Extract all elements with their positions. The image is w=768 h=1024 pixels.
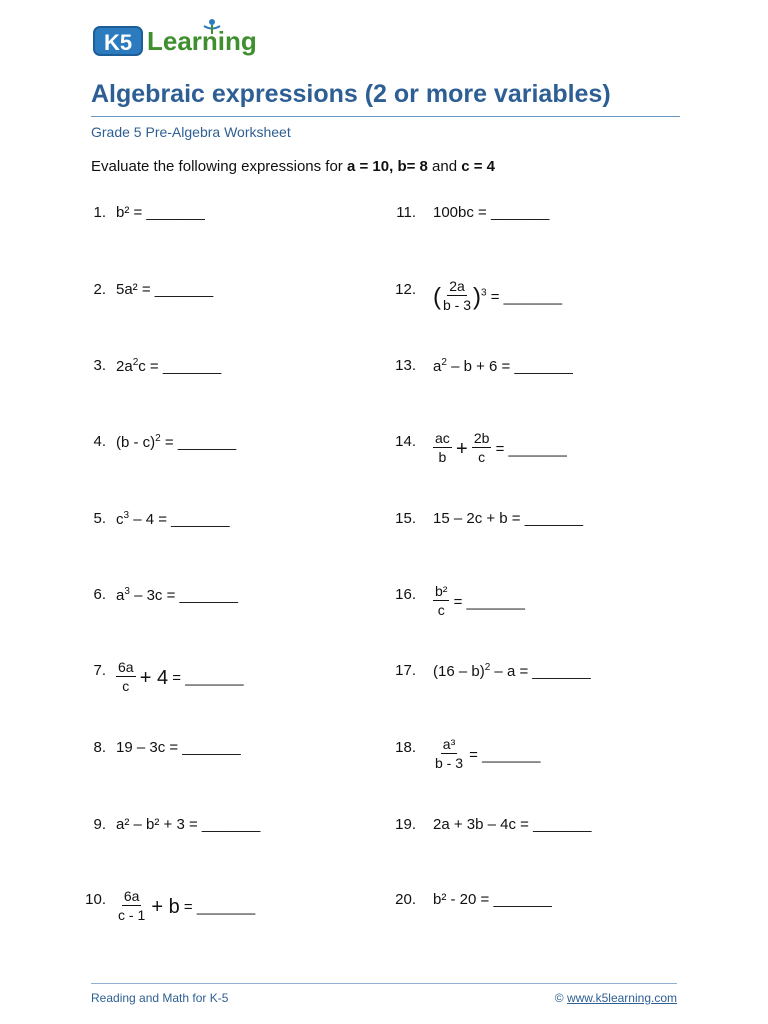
problem-expression: 5a² = _______ <box>116 281 214 298</box>
expr-part: – a = _______ <box>490 663 591 680</box>
problem-expression <box>433 357 573 375</box>
fraction-numerator: ac <box>435 430 450 446</box>
expr-exponent: 2 <box>441 357 447 368</box>
logo-figure-icon <box>201 16 223 38</box>
fraction <box>441 277 473 314</box>
fraction-denominator: c <box>437 602 445 618</box>
problem-expression: b² = _______ <box>116 204 205 221</box>
fraction-denominator: b - 3 <box>435 755 464 771</box>
expr-exponent: 3 <box>481 287 487 299</box>
footer-divider <box>91 983 677 984</box>
problem-expression <box>433 662 591 680</box>
expr-part: a <box>433 358 442 375</box>
problem-number: 12. <box>395 281 416 298</box>
fraction-denominator: b <box>438 449 447 465</box>
expr-exponent: 2 <box>484 662 491 673</box>
instructions <box>91 158 495 175</box>
worksheet-title: Algebraic expressions (2 or more variables) <box>91 80 611 108</box>
problem-expression: b² - 20 = _______ <box>433 891 552 908</box>
fraction-denominator: c <box>122 678 130 694</box>
expr-operator: + <box>455 438 468 460</box>
footer-tagline: Reading and Math for K-5 <box>91 991 229 1005</box>
problem-expression <box>433 430 567 466</box>
fraction-numerator: 2a <box>449 278 465 294</box>
expr-part: – 4 = _______ <box>129 511 230 528</box>
worksheet-subtitle: Grade 5 Pre-Algebra Worksheet <box>91 124 291 140</box>
problem-number: 7. <box>93 662 106 679</box>
instructions-lead: Evaluate the following expressions for <box>91 158 347 175</box>
expr-part: + 4 <box>139 667 169 689</box>
instructions-joiner: and <box>427 158 462 175</box>
problem-number: 18. <box>395 739 416 756</box>
expr-part: = _______ <box>160 434 237 451</box>
paren-right: ) <box>473 283 482 311</box>
problem-number: 8. <box>93 739 106 756</box>
problem-expression: 2a + 3b – 4c = _______ <box>433 816 592 833</box>
problem-expression <box>116 357 221 375</box>
fraction-numerator: b² <box>435 583 448 599</box>
expr-exponent: 3 <box>123 510 130 521</box>
answer-blank: = _______ <box>449 593 525 611</box>
expr-part: (16 – b) <box>433 663 485 680</box>
problem-expression: a² – b² + 3 = _______ <box>116 816 261 833</box>
problem-expression <box>433 736 541 772</box>
answer-blank: = _______ <box>179 898 256 916</box>
expr-part: c = _______ <box>138 358 222 375</box>
problem-number: 10. <box>85 891 106 908</box>
problem-expression: 100bc = _______ <box>433 204 550 221</box>
problem-expression <box>433 278 563 314</box>
expr-part: + b <box>151 896 180 918</box>
problem-number: 5. <box>93 510 106 527</box>
problem-number: 15. <box>395 510 416 527</box>
fraction <box>433 735 465 772</box>
fraction-numerator: a³ <box>442 736 456 752</box>
instructions-var-c: c = 4 <box>461 158 496 175</box>
problem-number: 4. <box>93 433 106 450</box>
problem-number: 3. <box>93 357 106 374</box>
fraction-denominator: c <box>478 449 486 465</box>
fraction <box>433 429 452 466</box>
expr-part: – b + 6 = _______ <box>446 358 573 375</box>
problem-number: 13. <box>395 357 416 374</box>
answer-blank: = _______ <box>168 669 244 687</box>
problem-expression <box>116 510 230 528</box>
problem-number: 11. <box>396 204 416 221</box>
fraction-numerator: 6a <box>123 888 140 904</box>
problem-number: 9. <box>93 816 106 833</box>
fraction <box>116 887 147 924</box>
expr-exponent: 2 <box>155 433 161 444</box>
problem-expression <box>116 586 238 604</box>
fraction <box>116 658 136 695</box>
problem-number: 2. <box>93 281 106 298</box>
problem-number: 1. <box>93 204 106 221</box>
problem-number: 17. <box>395 662 416 679</box>
problem-number: 14. <box>395 433 416 450</box>
fraction <box>433 582 449 619</box>
answer-blank: = _______ <box>491 440 567 458</box>
problem-expression: 15 – 2c + b = _______ <box>433 510 584 527</box>
expr-exponent: 2 <box>132 357 139 368</box>
expr-part: – 3c = _______ <box>129 587 238 604</box>
answer-blank: = _______ <box>465 746 541 764</box>
problem-expression <box>116 888 256 924</box>
expr-part: c <box>116 511 124 528</box>
answer-blank: = _______ <box>486 288 563 306</box>
fraction <box>472 429 492 466</box>
logo-badge: K5 <box>93 26 143 56</box>
footer-site <box>555 991 677 1005</box>
problem-number: 16. <box>395 586 416 603</box>
fraction-numerator: 2b <box>473 430 490 446</box>
problem-expression <box>116 433 236 451</box>
fraction-numerator: 6a <box>118 659 134 675</box>
expr-part: a <box>116 587 125 604</box>
paren-left: ( <box>433 283 441 311</box>
footer-website-link[interactable]: www.k5learning.com <box>566 991 677 1005</box>
problem-number: 19. <box>395 816 416 833</box>
expr-part: 2a <box>116 358 133 375</box>
instructions-vars-ab: a = 10, b= 8 <box>346 158 428 175</box>
k5-learning-logo <box>93 18 259 62</box>
expr-exponent: 3 <box>124 586 130 597</box>
fraction-denominator: c - 1 <box>118 907 146 923</box>
problem-expression <box>433 583 525 619</box>
problem-expression: 19 – 3c = _______ <box>116 739 241 756</box>
problem-number: 6. <box>93 586 106 603</box>
problem-expression <box>116 659 244 695</box>
problem-number: 20. <box>395 891 416 908</box>
copyright-symbol: © <box>554 991 564 1005</box>
expr-part: (b - c) <box>116 434 156 451</box>
logo-wordmark: Learning <box>147 26 257 56</box>
fraction-denominator: b - 3 <box>443 297 472 313</box>
title-divider <box>91 116 680 117</box>
